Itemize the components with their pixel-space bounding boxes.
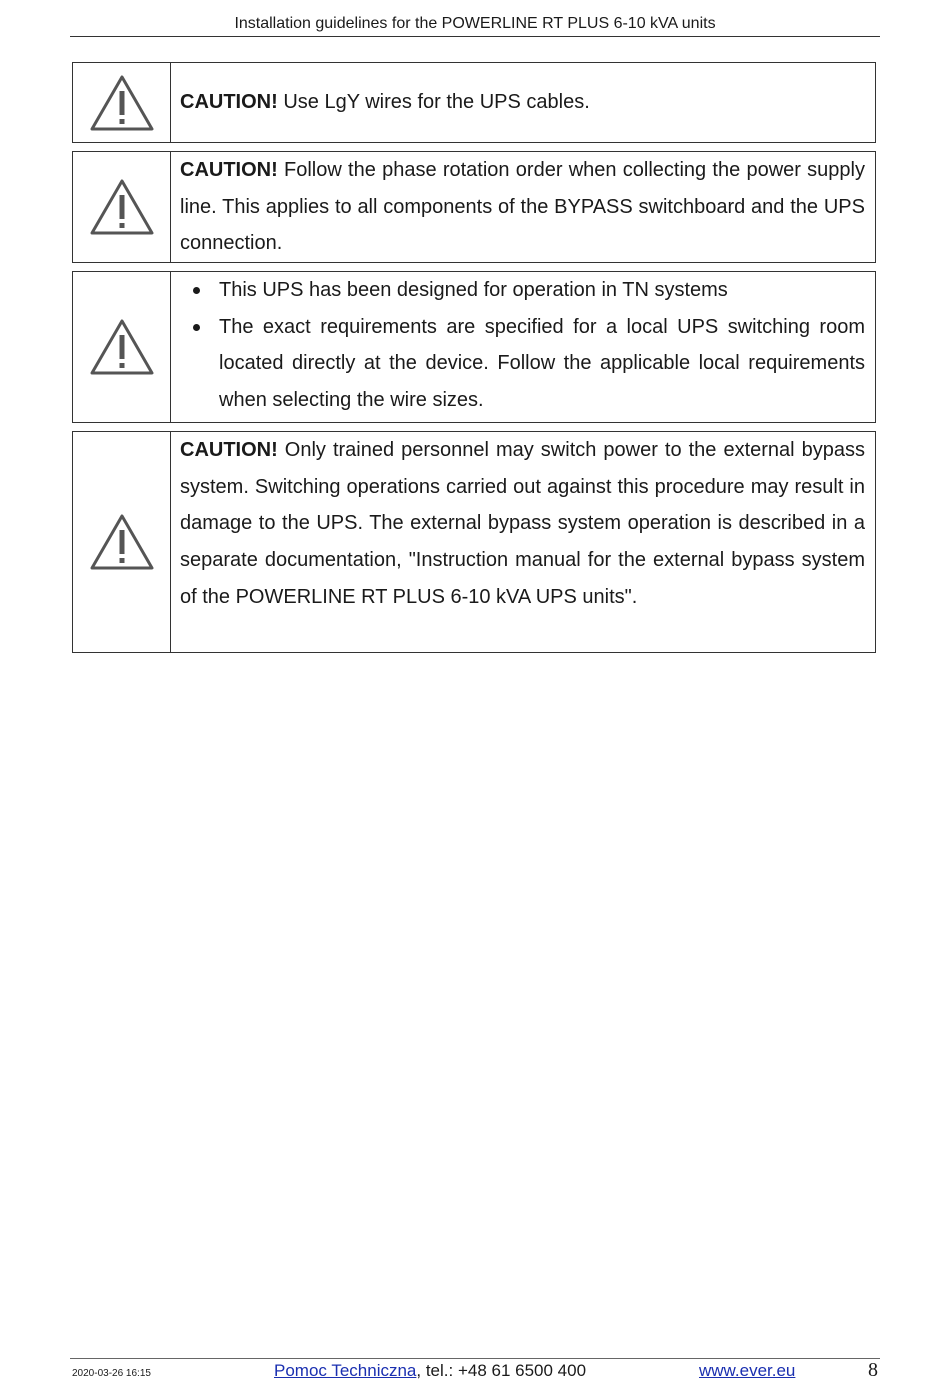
warning-triangle-icon — [89, 318, 155, 376]
page-header — [70, 12, 880, 37]
list-item: This UPS has been designed for operation in TN systems — [171, 272, 865, 309]
header-title: Installation guidelines for the POWERLINE RT PLUS 6-10 kVA units — [234, 15, 716, 32]
phone-number: , tel.: +48 61 6500 400 — [416, 1361, 587, 1380]
page-number: 8 — [868, 1359, 878, 1381]
info-note — [72, 271, 876, 423]
list-item: The exact requirements are specified for a local UPS switching room located directly at the device. Follow the applicable local requirements when selecting the wire sizes. — [171, 309, 865, 419]
icon-cell — [73, 432, 171, 652]
page-footer — [70, 1358, 880, 1385]
caution-label: CAUTION! — [180, 159, 278, 181]
note-body: Only trained personnel may switch power to the external bypass system. Switching operations carried out against this procedure may result in damage to the UPS. The external bypass system operation is described in a separate documentation, "Instruction manual for the external bypass system of the POWERLINE RT PLUS 6-10 kVA UPS units". — [180, 439, 865, 608]
warning-triangle-icon — [89, 178, 155, 236]
caution-label: CAUTION! — [180, 91, 278, 114]
support-link[interactable]: Pomoc Techniczna — [274, 1361, 417, 1380]
icon-cell — [73, 272, 171, 422]
note-body: Follow the phase rotation order when collecting the power supply line. This applies to all components of the BYPASS switchboard and the UPS connection. — [180, 159, 865, 255]
bullet-list — [171, 272, 865, 419]
caution-note-3 — [72, 431, 876, 653]
note-text — [171, 272, 875, 422]
warning-triangle-icon — [89, 74, 155, 132]
print-date: 2020-03-26 16:15 — [72, 1368, 151, 1379]
warning-triangle-icon — [89, 513, 155, 571]
note-text — [171, 432, 875, 652]
icon-cell — [73, 63, 171, 142]
note-text — [171, 63, 875, 142]
icon-cell — [73, 152, 171, 262]
website-link[interactable]: www.ever.eu — [699, 1361, 796, 1380]
caution-note-2 — [72, 151, 876, 263]
note-text — [171, 152, 875, 262]
contact-info — [274, 1361, 586, 1381]
caution-label: CAUTION! — [180, 439, 278, 461]
note-body: Use LgY wires for the UPS cables. — [277, 91, 590, 114]
caution-note-1 — [72, 62, 876, 143]
